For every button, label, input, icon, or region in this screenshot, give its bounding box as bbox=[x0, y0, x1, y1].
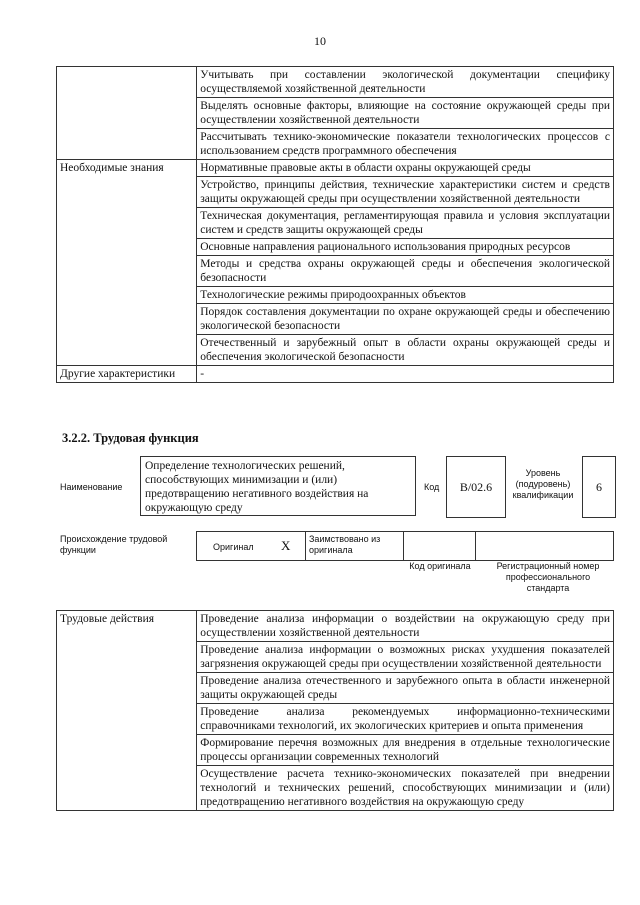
function-name-box: Определение технологических решений, способствующих минимизации и (или) предотвращению негативного воздействия на окружающую среду bbox=[140, 456, 416, 516]
row-label-other: Другие характеристики bbox=[57, 366, 197, 383]
page-number: 10 bbox=[314, 34, 326, 48]
table-cell: Основные направления рационального использования природных ресурсов bbox=[197, 239, 614, 256]
labor-actions-table bbox=[56, 610, 614, 811]
table-cell: Формирование перечня возможных для внедрения в отдельные технологические процессы организации современных технологий bbox=[197, 735, 614, 766]
table-cell: Учитывать при составлении экологической документации специфику осуществляемой хозяйственной деятельности bbox=[197, 67, 614, 98]
table-cell: Техническая документация, регламентирующая правила и условия эксплуатации систем и средств защиты окружающей среды bbox=[197, 208, 614, 239]
table-cell: Выделять основные факторы, влияющие на состояние окружающей среды при осуществлении хозяйственной деятельности bbox=[197, 98, 614, 129]
row-label bbox=[57, 67, 197, 160]
section-title: 3.2.2. Трудовая функция bbox=[62, 431, 199, 445]
code-label: Код bbox=[424, 482, 440, 492]
row-label-knowledge: Необходимые знания bbox=[57, 160, 197, 366]
divider bbox=[305, 532, 306, 560]
table-cell: Нормативные правовые акты в области охраны окружающей среды bbox=[197, 160, 614, 177]
divider bbox=[403, 532, 404, 560]
table-cell: Проведение анализа отечественного и зарубежного опыта в области инженерной защиты окружающей среды bbox=[197, 673, 614, 704]
table-cell: Устройство, принципы действия, технические характеристики систем и средств защиты окружающей среды при осуществлении хозяйственной деятельности bbox=[197, 177, 614, 208]
level-value-box: 6 bbox=[582, 456, 616, 518]
table-cell: Порядок составления документации по охране окружающей среды и обеспечению экологической безопасности bbox=[197, 304, 614, 335]
table-cell: - bbox=[197, 366, 614, 383]
table-cell: Проведение анализа информации о воздействии на окружающую среду при осуществлении хозяйственной деятельности bbox=[197, 611, 614, 642]
original-mark: X bbox=[281, 538, 291, 553]
table-cell: Рассчитывать технико-экономические показатели технологических процессов с использованием средств программного обеспечения bbox=[197, 129, 614, 160]
reg-number-caption: Регистрационный номер профессионального стандарта bbox=[496, 561, 600, 593]
origin-row bbox=[196, 531, 614, 561]
table-cell: Проведение анализа информации о возможных рисках ухудшения показателей загрязнения окружающей среды при осуществлении хозяйственной деятельности bbox=[197, 642, 614, 673]
skills-knowledge-table bbox=[56, 66, 614, 383]
table-cell: Проведение анализа рекомендуемых информационно-техническими справочниками технологий, их экологических критериев и опыта применения bbox=[197, 704, 614, 735]
divider bbox=[475, 532, 476, 560]
table-cell: Отечественный и зарубежный опыт в области охраны окружающей среды и обеспечения экологической безопасности bbox=[197, 335, 614, 366]
code-value-box: B/02.6 bbox=[446, 456, 506, 518]
row-label-actions: Трудовые действия bbox=[57, 611, 197, 811]
table-cell: Методы и средства охраны окружающей среды и обеспечения экологической безопасности bbox=[197, 256, 614, 287]
original-label: Оригинал bbox=[213, 542, 254, 552]
table-cell: Технологические режимы природоохранных объектов bbox=[197, 287, 614, 304]
origin-code-caption: Код оригинала bbox=[409, 561, 471, 571]
name-label: Наименование bbox=[60, 482, 123, 492]
origin-label: Происхождение трудовой функции bbox=[60, 534, 168, 555]
table-cell: Осуществление расчета технико-экономических показателей при внедрении технологий и технических решений, способствующих минимизации и (или) предотвращению негативного воздействия на окружающую среду bbox=[197, 766, 614, 811]
level-label: Уровень (подуровень) квалификации bbox=[512, 468, 574, 500]
borrowed-label: Заимствовано из оригинала bbox=[309, 534, 381, 555]
